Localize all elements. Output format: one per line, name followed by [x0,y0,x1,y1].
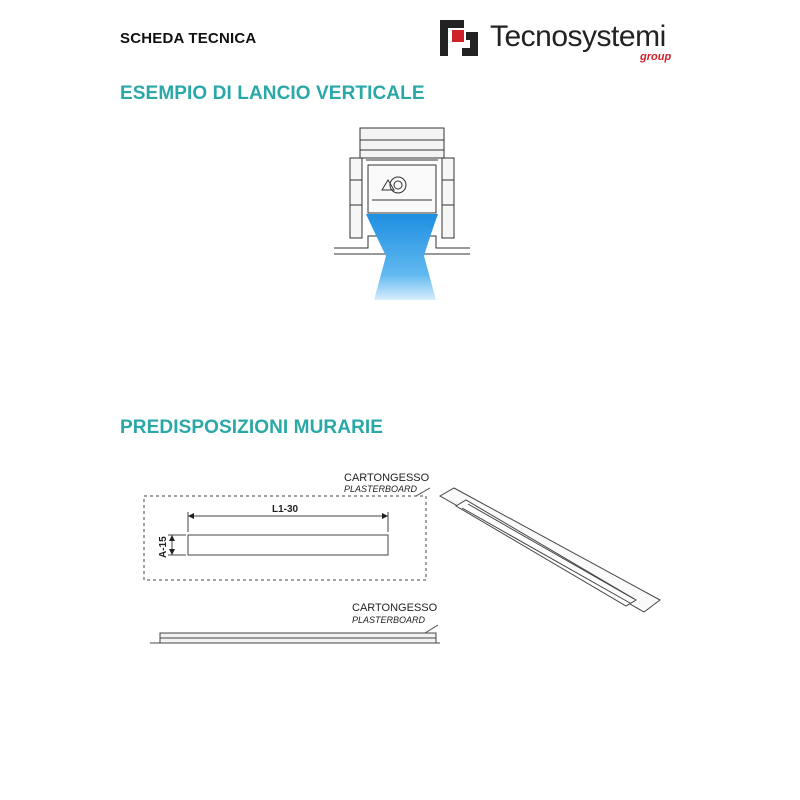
logo-wordmark: Tecnosystemi [490,20,666,53]
page-title: SCHEDA TECNICA [120,30,257,47]
plasterboard-top-label-it: CARTONGESSO [344,472,430,484]
plasterboard-bottom-label-it: CARTONGESSO [352,602,438,614]
dimension-height-label: A-15 [158,536,169,558]
section-title-vertical-launch: ESEMPIO DI LANCIO VERTICALE [120,83,425,104]
company-logo [438,18,688,64]
section-title-wall-preparation: PREDISPOSIZIONI MURARIE [120,417,384,438]
dimension-length-label: L1-30 [272,504,299,515]
logo-suffix: group [640,51,672,63]
logo-mark-icon [438,18,488,58]
plasterboard-top-label-en: PLASTERBOARD [344,484,418,494]
plasterboard-bottom-label-en: PLASTERBOARD [352,615,426,625]
